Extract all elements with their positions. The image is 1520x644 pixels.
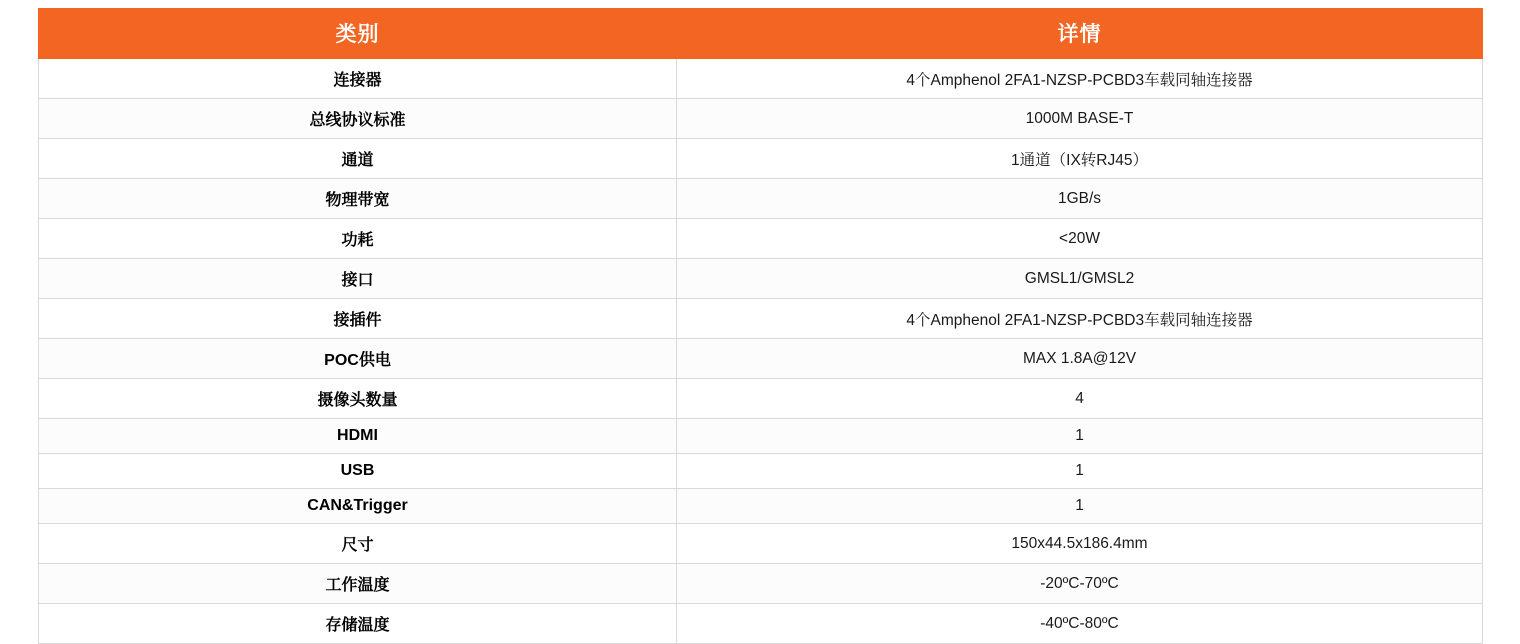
table-header-row	[39, 9, 1483, 59]
cell-detail: -20ºC-70ºC	[677, 564, 1483, 604]
cell-category: 摄像头数量	[39, 379, 677, 419]
table-header	[39, 9, 1483, 59]
cell-category: POC供电	[39, 339, 677, 379]
cell-category: USB	[39, 454, 677, 489]
table-row	[39, 299, 1483, 339]
cell-detail: <20W	[677, 219, 1483, 259]
cell-detail: 4个Amphenol 2FA1-NZSP-PCBD3车载同轴连接器	[677, 59, 1483, 99]
table-row	[39, 564, 1483, 604]
cell-category: 通道	[39, 139, 677, 179]
cell-category: 工作温度	[39, 564, 677, 604]
cell-category: 连接器	[39, 59, 677, 99]
table-row	[39, 379, 1483, 419]
table-row	[39, 489, 1483, 524]
cell-detail: 1	[677, 489, 1483, 524]
cell-category: 总线协议标准	[39, 99, 677, 139]
cell-detail: 1通道（IX转RJ45）	[677, 139, 1483, 179]
cell-category: 接口	[39, 259, 677, 299]
table-row	[39, 179, 1483, 219]
cell-category: 存储温度	[39, 604, 677, 644]
table-row	[39, 339, 1483, 379]
table-row	[39, 139, 1483, 179]
cell-detail: 1	[677, 419, 1483, 454]
cell-category: 接插件	[39, 299, 677, 339]
specification-table	[38, 8, 1483, 644]
table-row	[39, 59, 1483, 99]
cell-category: 功耗	[39, 219, 677, 259]
column-header-detail: 详情	[677, 9, 1483, 59]
column-header-category: 类别	[39, 9, 677, 59]
cell-detail: 150x44.5x186.4mm	[677, 524, 1483, 564]
cell-detail: -40ºC-80ºC	[677, 604, 1483, 644]
cell-detail: GMSL1/GMSL2	[677, 259, 1483, 299]
table-row	[39, 419, 1483, 454]
table-row	[39, 219, 1483, 259]
cell-detail: 4个Amphenol 2FA1-NZSP-PCBD3车载同轴连接器	[677, 299, 1483, 339]
table-row	[39, 524, 1483, 564]
cell-detail: 1	[677, 454, 1483, 489]
cell-detail: MAX 1.8A@12V	[677, 339, 1483, 379]
cell-detail: 1000M BASE-T	[677, 99, 1483, 139]
table-row	[39, 604, 1483, 644]
cell-category: 物理带宽	[39, 179, 677, 219]
cell-category: CAN&Trigger	[39, 489, 677, 524]
table-body	[39, 59, 1483, 644]
cell-category: 尺寸	[39, 524, 677, 564]
table-row	[39, 454, 1483, 489]
cell-detail: 1GB/s	[677, 179, 1483, 219]
table-row	[39, 259, 1483, 299]
table-row	[39, 99, 1483, 139]
cell-detail: 4	[677, 379, 1483, 419]
cell-category: HDMI	[39, 419, 677, 454]
